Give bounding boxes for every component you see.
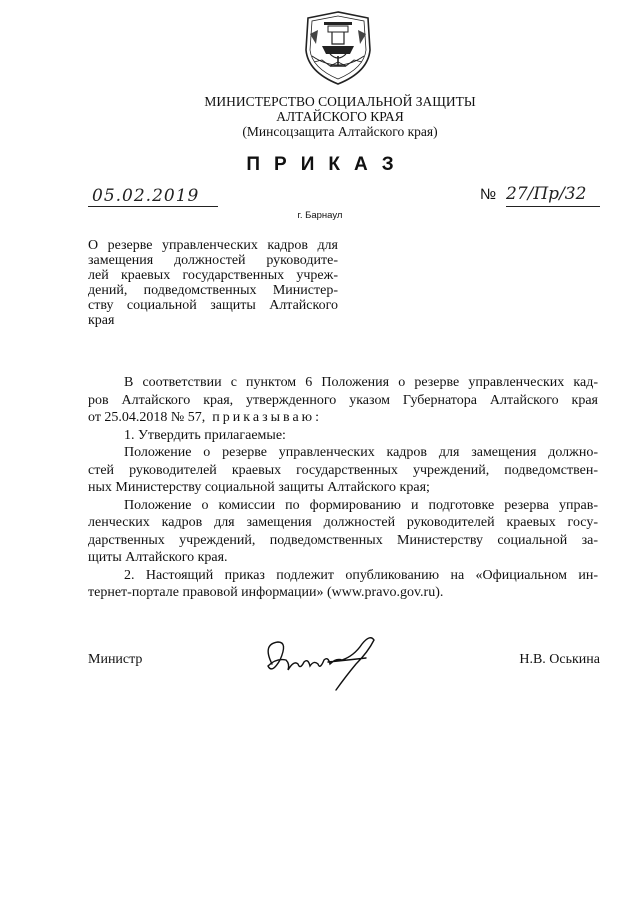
body-line: В соответствии с пунктом 6 Положения о резерве управленческих кад- [124, 375, 598, 390]
body-line: ленческих кадров для замещения должностей руководителей краевых госу- [88, 515, 598, 530]
handwritten-number: 27/Пр/32 [506, 184, 587, 204]
ministry-name-line1: МИНИСТЕРСТВО СОЦИАЛЬНОЙ ЗАЩИТЫ [204, 94, 476, 109]
order-keyword: приказываю: [212, 410, 323, 425]
body-line [88, 409, 598, 427]
document-subject [88, 238, 338, 328]
handwritten-signature [258, 630, 388, 694]
city-label: г. Барнаул [297, 210, 343, 221]
body-line: 1. Утвердить прилагаемые: [124, 427, 286, 443]
handwritten-date: 05.02.2019 [92, 186, 200, 206]
legal-reference: от 25.04.2018 № 57, [88, 410, 206, 425]
body-line: Положение о комиссии по формированию и подготовке резерва управ- [124, 497, 598, 513]
subject-line: О резерве управленческих кадров для [88, 238, 338, 253]
number-underline [506, 206, 600, 207]
subject-line: замещения должностей руководите- [88, 253, 338, 268]
ministry-header [180, 94, 500, 139]
ministry-name-line2: АЛТАЙСКОГО КРАЯ [276, 109, 404, 124]
body-line: тернет-портале правовой информации» (www.pravo.gov.ru). [88, 585, 444, 600]
ministry-short-name: (Минсоцзащита Алтайского края) [242, 124, 438, 139]
subject-line: лей краевых государственных учреж- [88, 268, 338, 283]
number-sign: № [480, 186, 497, 203]
document-title: ПРИКАЗ [246, 154, 408, 175]
body-line: ных Министерству социальной защиты Алтайского края; [88, 480, 430, 495]
body-line: 2. Настоящий приказ подлежит опубликованию на «Официальном ин- [124, 567, 598, 583]
body-line: Положение о резерве управленческих кадров для замещения должно- [124, 445, 598, 460]
body-line: ров Алтайского края, утвержденного указом Губернатора Алтайского края [88, 392, 598, 408]
document-body [88, 374, 598, 602]
body-line: дарственных учреждений, подведомственных Министерству социальной за- [88, 532, 598, 548]
coat-of-arms-icon [298, 10, 378, 86]
signer-position: Министр [88, 652, 143, 667]
body-line: стей руководителей краевых государственных учреждений, подведомствен- [88, 462, 598, 478]
subject-line: ству социальной защиты Алтайского [88, 298, 338, 313]
body-line: щиты Алтайского края. [88, 550, 228, 565]
subject-line: края [88, 313, 115, 328]
signer-name: Н.В. Оськина [519, 652, 600, 667]
date-underline [88, 206, 218, 207]
subject-line: дений, подведомственных Министер- [88, 283, 338, 298]
